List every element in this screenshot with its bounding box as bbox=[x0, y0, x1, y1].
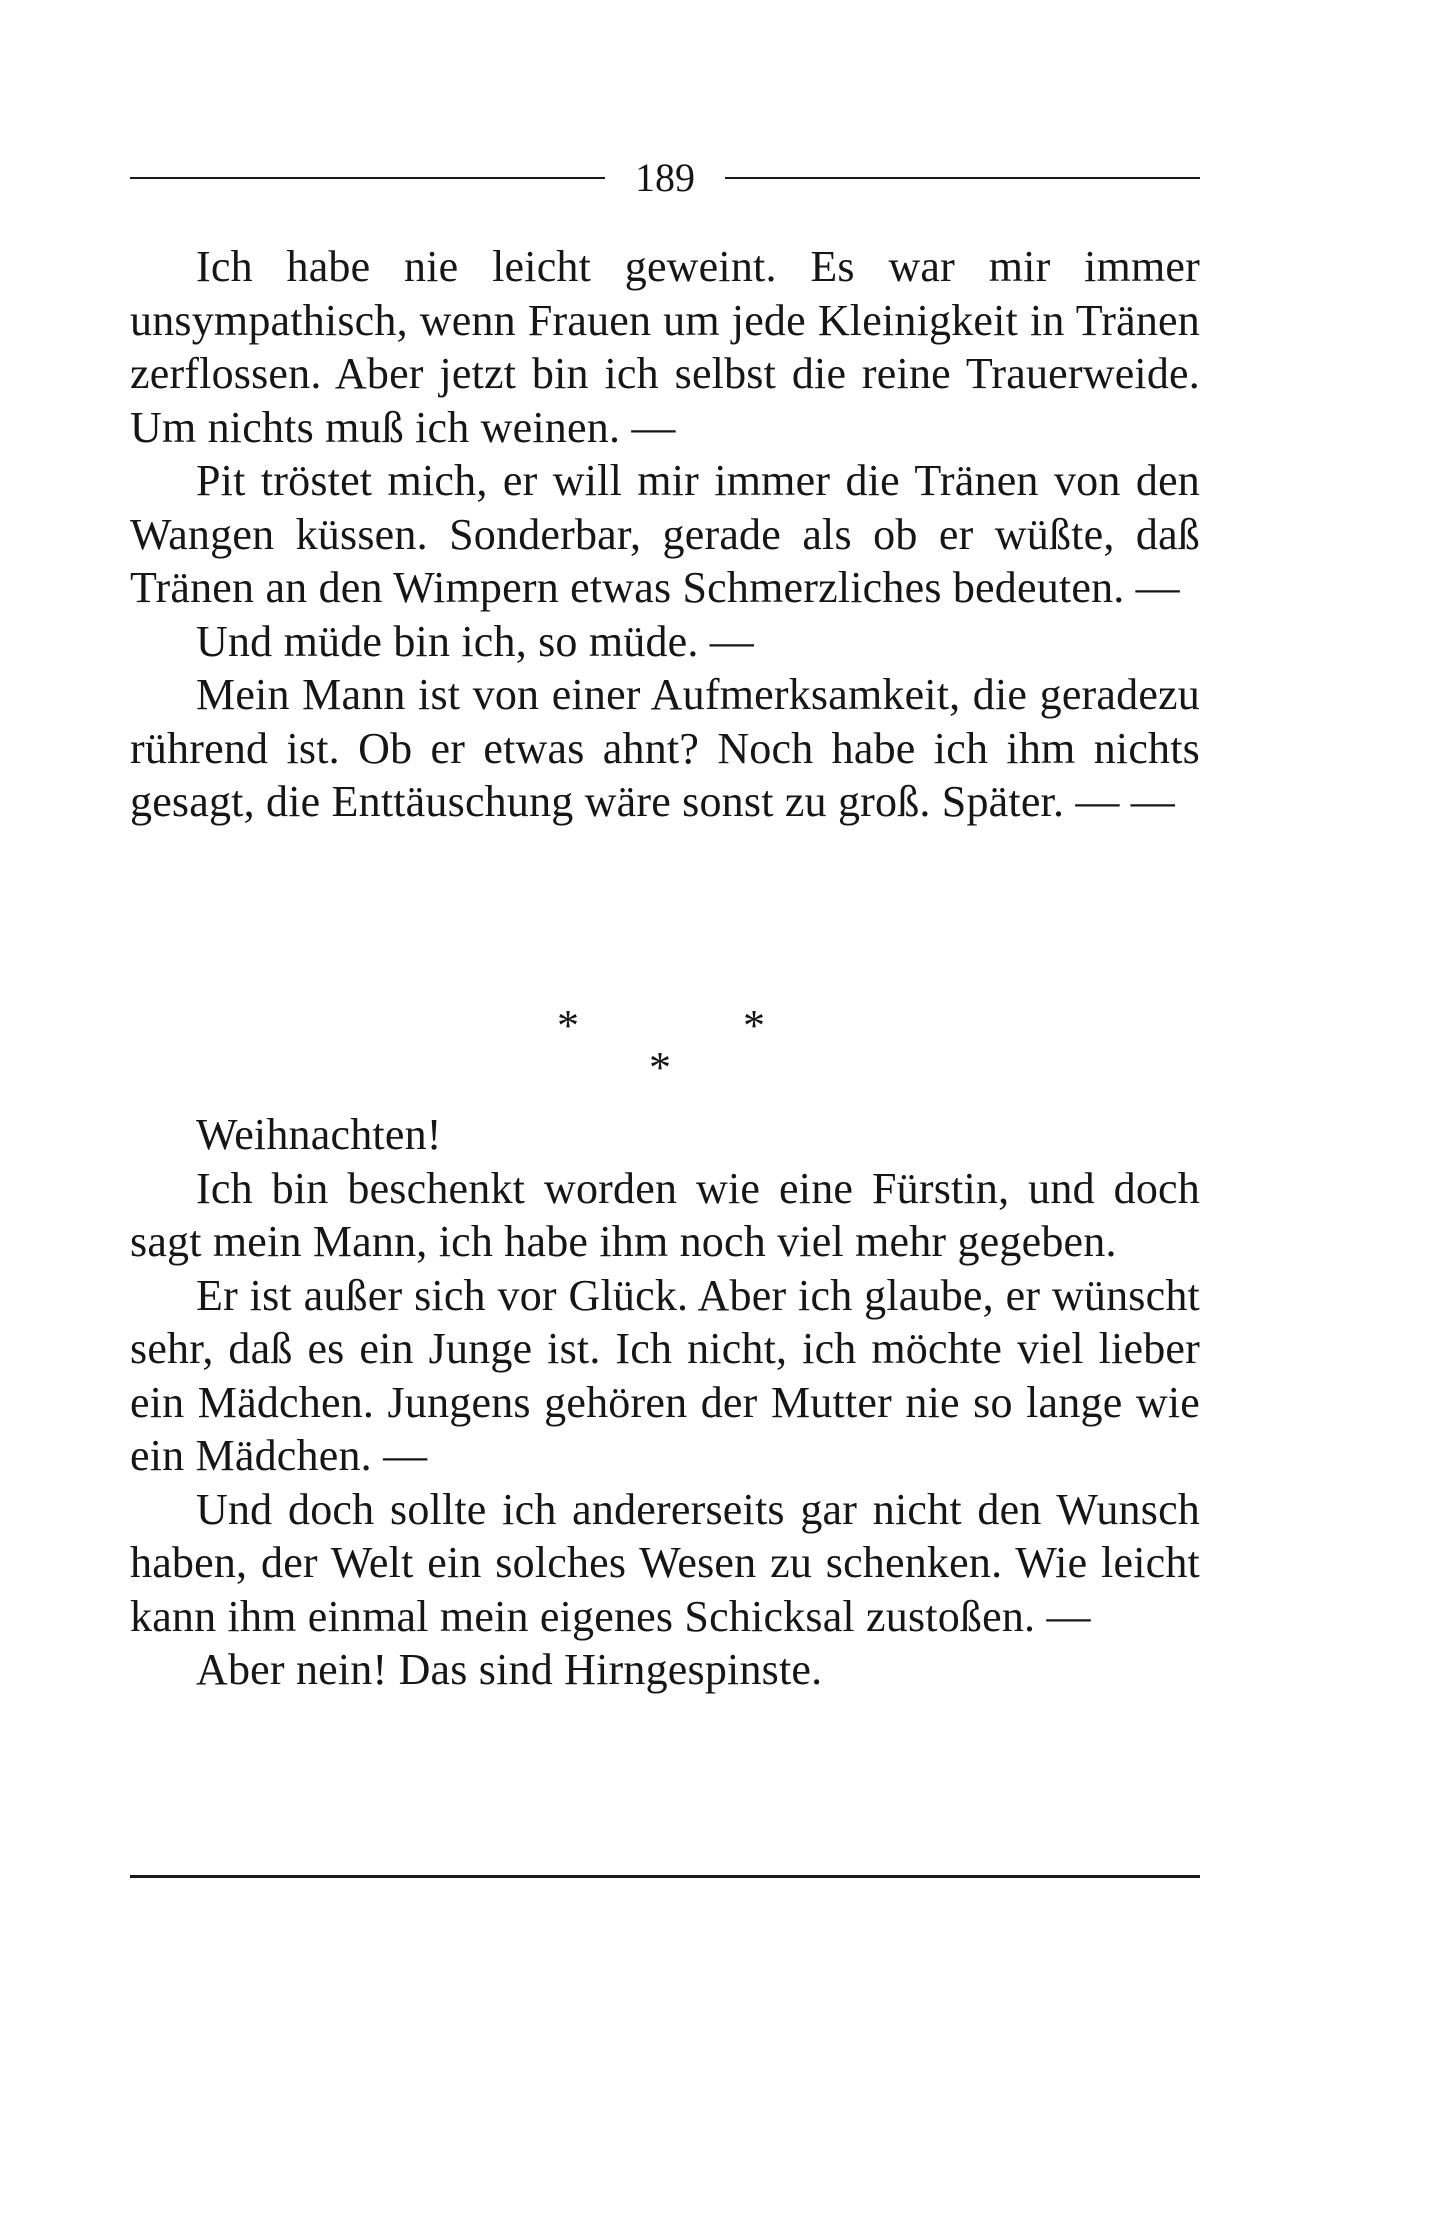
footer-rule bbox=[130, 1875, 1200, 1878]
header-rule-right bbox=[725, 177, 1200, 179]
paragraph: Ich bin beschenkt worden wie eine Fürstin, und doch sagt mein Mann, ich habe ihm noch viel mehr gegeben. bbox=[130, 1163, 1200, 1266]
asterisk-icon: * bbox=[649, 1043, 671, 1092]
paragraph: Und müde bin ich, so müde. — bbox=[196, 616, 754, 666]
body-text-section-2 bbox=[130, 1108, 1200, 1697]
paragraph: Aber nein! Das sind Hirngespinste. bbox=[196, 1645, 823, 1694]
asterisk-icon: * bbox=[743, 1001, 765, 1050]
asterisk-icon: * bbox=[557, 1001, 579, 1050]
paragraph: Er ist außer sich vor Glück. Aber ich glaube, er wünscht sehr, daß es ein Junge ist. Ich nicht, ich möchte viel lieber ein Mädchen. Jungens gehören der Mutter nie so lange wie ein Mädchen. — bbox=[130, 1270, 1200, 1480]
paragraph: Pit tröstet mich, er will mir immer die Tränen von den Wangen küssen. Sonderbar, gerade als ob er wüßte, daß Tränen an den Wimpern etwas Schmerzliches bedeuten. — bbox=[130, 456, 1200, 612]
paragraph: Und doch sollte ich andererseits gar nicht den Wunsch haben, der Welt ein solches Wesen zu schenken. Wie leicht kann ihm einmal mein eigenes Schicksal zustoßen. — bbox=[130, 1484, 1200, 1641]
paragraph-heading: Weihnachten! bbox=[196, 1110, 442, 1159]
page-header bbox=[130, 148, 1200, 208]
header-rule-left bbox=[130, 177, 605, 179]
page-number: 189 bbox=[635, 155, 695, 200]
body-text-section-1 bbox=[130, 240, 1200, 829]
paragraph: Mein Mann ist von einer Aufmerksamkeit, die geradezu rührend ist. Ob er etwas ahnt? Noch habe ich ihm nichts gesagt, die Enttäuschung wäre sonst zu groß. Später. — — bbox=[130, 670, 1200, 826]
paragraph: Ich habe nie leicht geweint. Es war mir immer unsympathisch, wenn Frauen um jede Kleinigkeit in Tränen zerflossen. Aber jetzt bin ich selbst die reine Trauerweide. Um nichts muß ich weinen. — bbox=[130, 242, 1200, 452]
section-separator bbox=[130, 1000, 1200, 1090]
